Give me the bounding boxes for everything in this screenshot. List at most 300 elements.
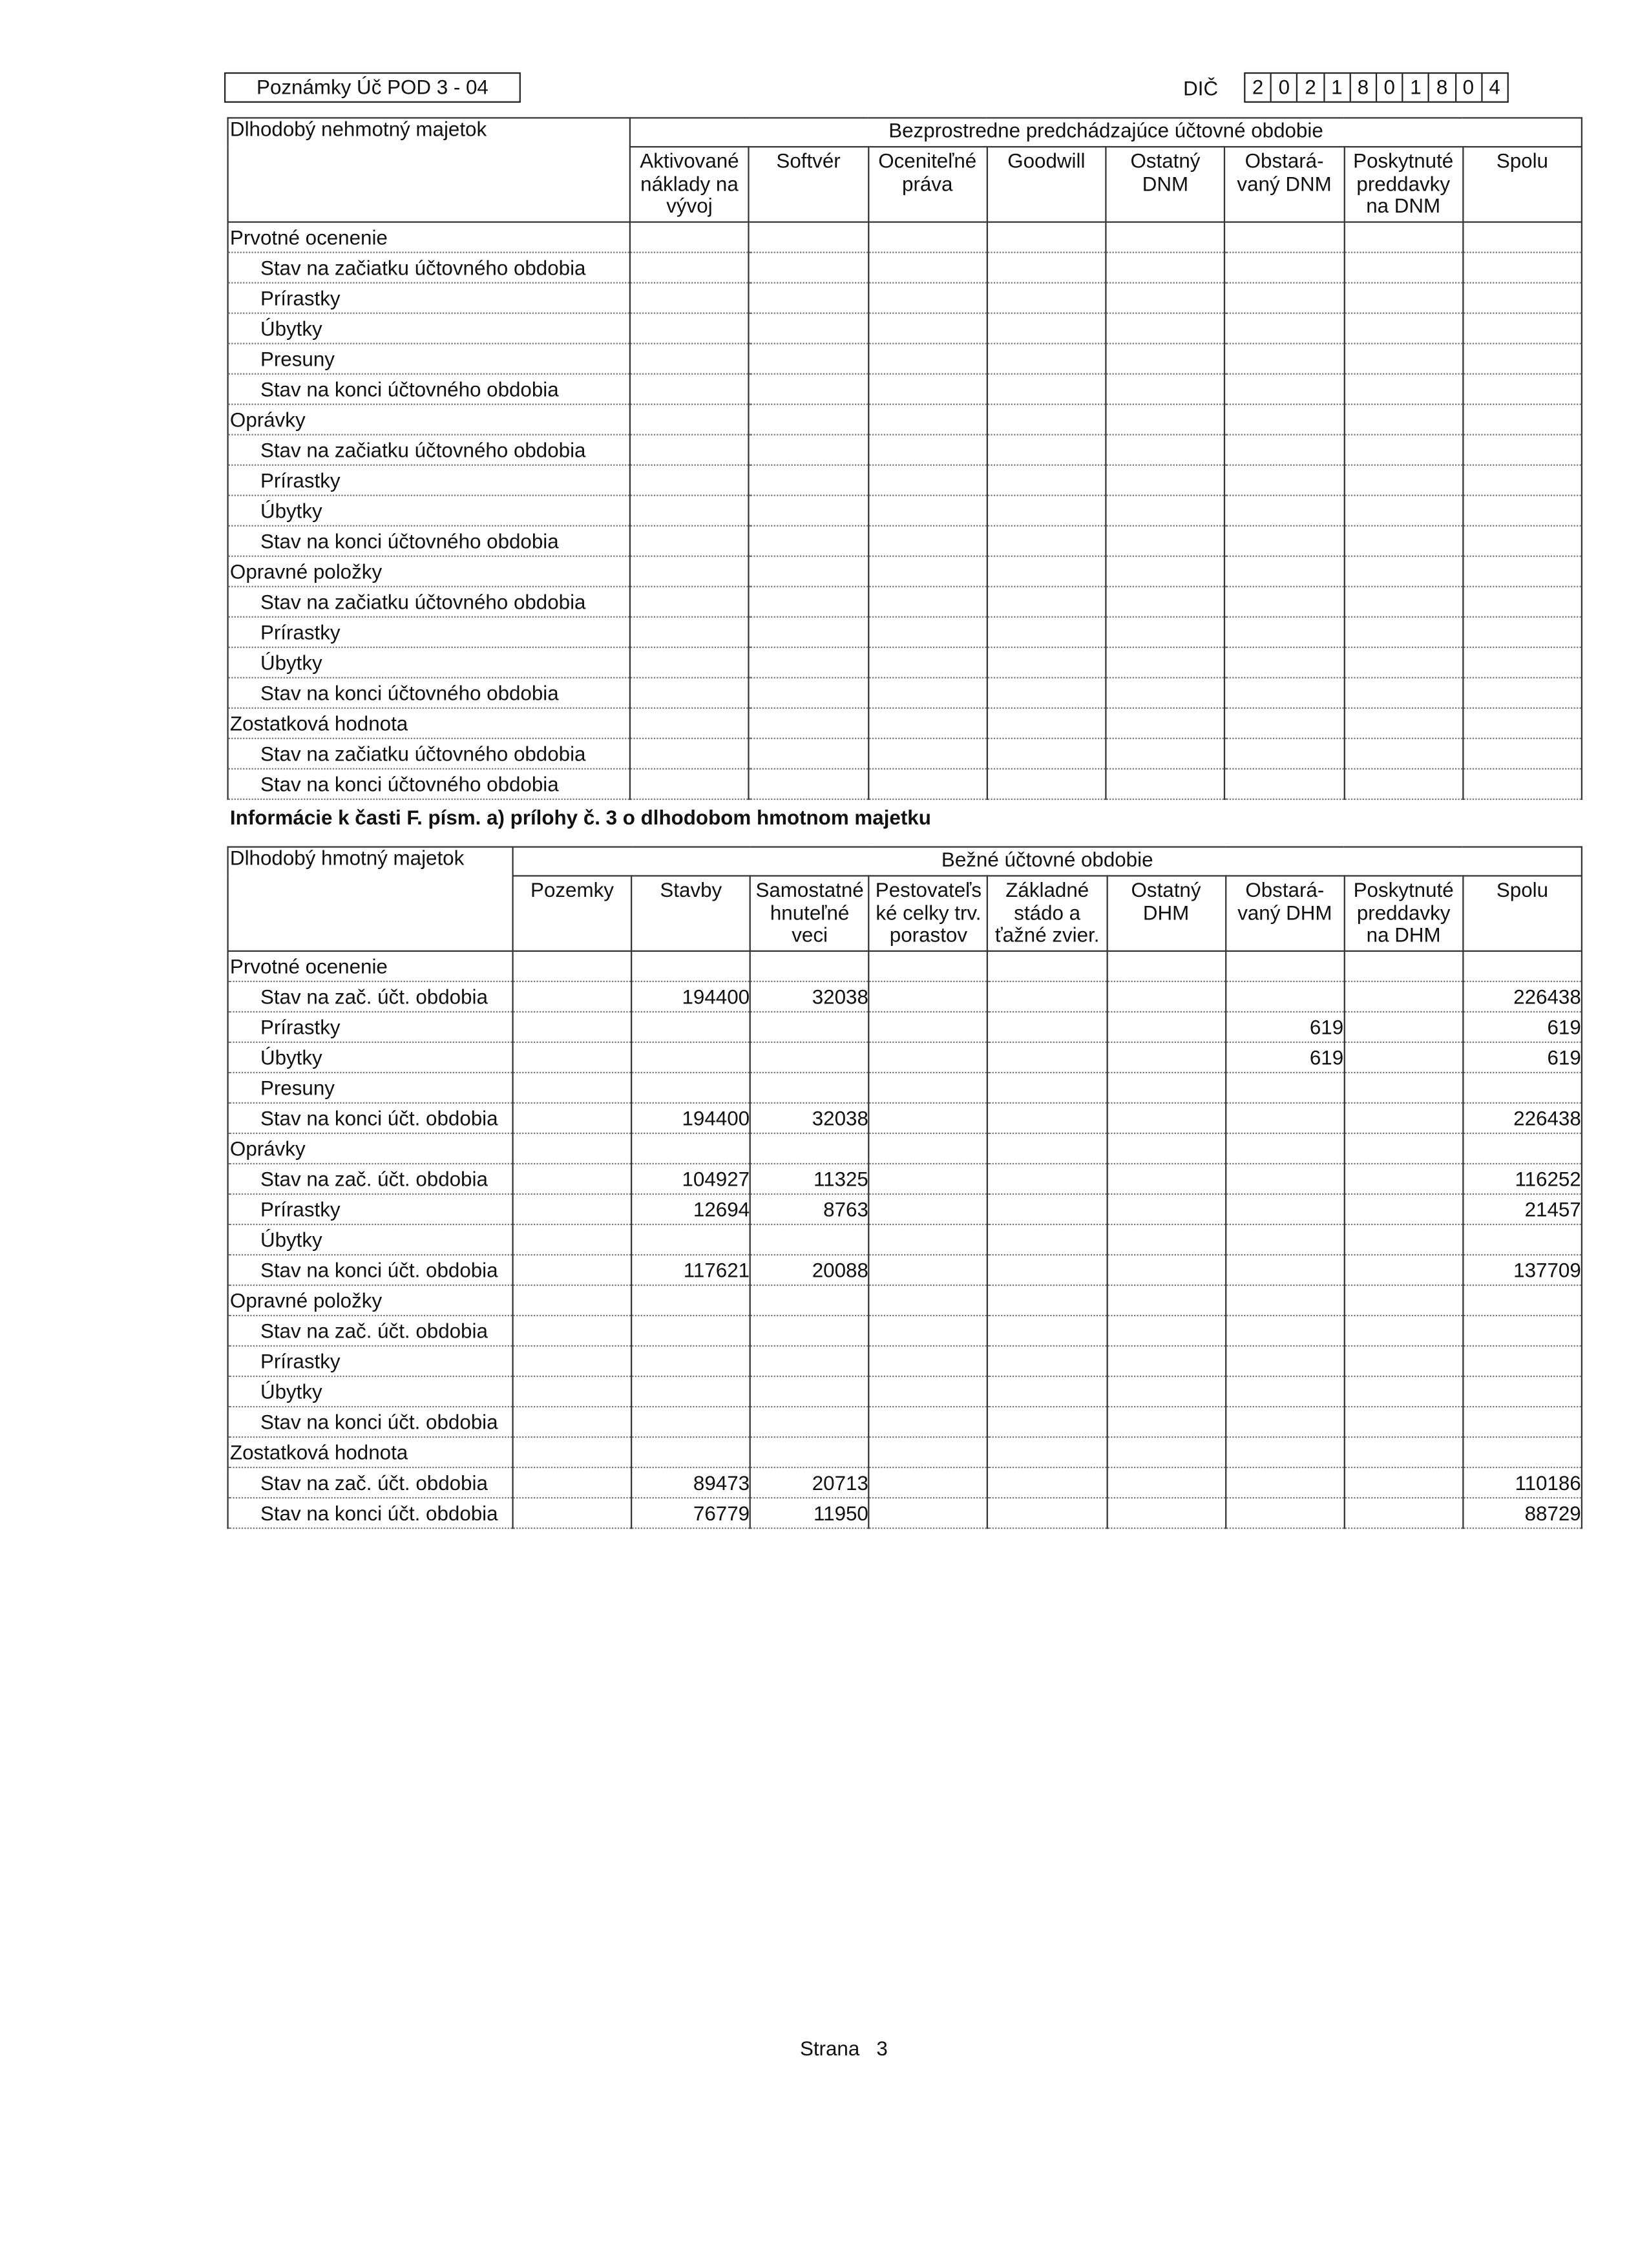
row-label: Stav na konci účt. obdobia: [228, 1498, 513, 1528]
column-header: Ostatný DHM: [1107, 876, 1226, 950]
cell: [1225, 587, 1344, 617]
dic-digit: 8: [1350, 74, 1377, 101]
row-label: Prírastky: [228, 617, 630, 647]
cell: [750, 1224, 869, 1255]
cell: [868, 647, 987, 678]
cell: [868, 769, 987, 799]
row-label: Prírastky: [228, 465, 630, 496]
column-header: Spolu: [1463, 147, 1582, 222]
cell: [630, 344, 749, 374]
cell: [987, 222, 1106, 253]
cell: [1463, 253, 1582, 283]
section-heading: Informácie k časti F. písm. a) prílohy č. 3 o dlhodobom hmotnom majetku: [229, 805, 931, 829]
column-header: Aktivované náklady na vývoj: [630, 147, 749, 222]
cell: [1106, 739, 1224, 769]
cell: [1106, 617, 1224, 647]
cell: [1344, 769, 1463, 799]
row-label: Stav na konci účtovného obdobia: [228, 526, 630, 556]
dic-label: DIČ: [1183, 76, 1219, 100]
cell: [1225, 1073, 1344, 1103]
cell: [987, 739, 1106, 769]
cell: [1225, 1316, 1344, 1346]
cell: [1225, 344, 1344, 374]
cell: 8763: [750, 1194, 869, 1224]
cell: [1107, 1073, 1226, 1103]
cell: [513, 1467, 632, 1498]
table-row: [228, 1316, 1582, 1346]
cell: [1107, 1346, 1226, 1376]
column-header: Softvér: [749, 147, 868, 222]
table-row: [228, 374, 1582, 404]
cell: [1344, 1042, 1463, 1073]
cell: [749, 678, 868, 708]
column-header: Goodwill: [987, 147, 1106, 222]
cell: [1225, 1407, 1344, 1437]
cell: [749, 313, 868, 344]
cell: [987, 526, 1106, 556]
cell: [1463, 647, 1582, 678]
cell: [1225, 769, 1344, 799]
cell: [749, 374, 868, 404]
cell: [749, 435, 868, 465]
cell: [1225, 404, 1344, 435]
cell: [987, 769, 1106, 799]
cell: [749, 708, 868, 739]
cell: [869, 1437, 988, 1467]
cell: [987, 465, 1106, 496]
table-row: [228, 951, 1582, 982]
cell: [749, 253, 868, 283]
table-row: [228, 1133, 1582, 1164]
cell: [630, 253, 749, 283]
table-row: [228, 1407, 1582, 1437]
cell: [1106, 435, 1224, 465]
table-row: [228, 1467, 1582, 1498]
cell: [513, 1133, 632, 1164]
cell: [1463, 739, 1582, 769]
cell: [987, 647, 1106, 678]
cell: 226438: [1463, 1103, 1582, 1133]
table-title: Dlhodobý hmotný majetok: [228, 847, 513, 951]
row-label: Stav na začiatku účtovného obdobia: [228, 739, 630, 769]
cell: [749, 404, 868, 435]
cell: 11950: [750, 1498, 869, 1528]
cell: [749, 344, 868, 374]
cell: [1344, 526, 1463, 556]
cell: [630, 769, 749, 799]
cell: [1106, 647, 1224, 678]
cell: [1344, 435, 1463, 465]
period-header: Bežné účtovné obdobie: [513, 847, 1582, 876]
cell: 32038: [750, 982, 869, 1012]
cell: [868, 253, 987, 283]
cell: [869, 1164, 988, 1194]
cell: [750, 1285, 869, 1316]
cell: [1225, 526, 1344, 556]
cell: [987, 708, 1106, 739]
cell: [1225, 1498, 1344, 1528]
cell: [630, 678, 749, 708]
cell: [868, 708, 987, 739]
cell: [1225, 982, 1344, 1012]
row-label: Stav na začiatku účtovného obdobia: [228, 587, 630, 617]
cell: [1344, 1346, 1463, 1376]
cell: [513, 1498, 632, 1528]
cell: [1225, 1255, 1344, 1285]
cell: [988, 1498, 1107, 1528]
cell: [1106, 769, 1224, 799]
cell: [987, 374, 1106, 404]
row-label: Opravné položky: [228, 556, 630, 587]
cell: [987, 344, 1106, 374]
cell: [987, 253, 1106, 283]
cell: [631, 1133, 750, 1164]
row-label: Zostatková hodnota: [228, 708, 630, 739]
cell: [513, 1194, 632, 1224]
column-header: Obstará- vaný DNM: [1225, 147, 1344, 222]
table-row: [228, 678, 1582, 708]
cell: 117621: [631, 1255, 750, 1285]
cell: [869, 1012, 988, 1042]
cell: [1463, 222, 1582, 253]
row-label: Stav na konci účtovného obdobia: [228, 769, 630, 799]
cell: [1463, 1437, 1582, 1467]
cell: [868, 587, 987, 617]
cell: [1106, 678, 1224, 708]
cell: [1463, 283, 1582, 313]
cell: [1463, 465, 1582, 496]
row-label: Stav na zač. účt. obdobia: [228, 1164, 513, 1194]
dic-digit: 8: [1429, 74, 1456, 101]
cell: [869, 1498, 988, 1528]
cell: [987, 587, 1106, 617]
table-row: [228, 283, 1582, 313]
cell: [513, 1407, 632, 1437]
cell: [1463, 1133, 1582, 1164]
cell: [631, 1224, 750, 1255]
cell: [1107, 1224, 1226, 1255]
cell: [630, 556, 749, 587]
cell: [1225, 678, 1344, 708]
cell: [1107, 982, 1226, 1012]
cell: [869, 1255, 988, 1285]
cell: [750, 1437, 869, 1467]
cell: [1344, 496, 1463, 526]
page-number: 3: [876, 2036, 888, 2060]
cell: [988, 1346, 1107, 1376]
cell: [869, 1316, 988, 1346]
row-label: Prírastky: [228, 283, 630, 313]
cell: [631, 1073, 750, 1103]
table-row: [228, 222, 1582, 253]
cell: [1463, 587, 1582, 617]
dic-digit: 0: [1377, 74, 1403, 101]
cell: [868, 344, 987, 374]
table-row: [228, 496, 1582, 526]
cell: 226438: [1463, 982, 1582, 1012]
form-id-box: Poznámky Úč POD 3 - 04: [224, 72, 521, 103]
row-label: Úbytky: [228, 1376, 513, 1407]
cell: [1463, 617, 1582, 647]
cell: [1106, 587, 1224, 617]
row-label: Prírastky: [228, 1012, 513, 1042]
table-row: [228, 1164, 1582, 1194]
cell: [1344, 1194, 1463, 1224]
cell: 20713: [750, 1467, 869, 1498]
cell: 619: [1463, 1012, 1582, 1042]
cell: [1463, 708, 1582, 739]
cell: [1225, 374, 1344, 404]
cell: [749, 587, 868, 617]
page-footer: [800, 2037, 888, 2060]
cell: [1225, 222, 1344, 253]
cell: [749, 283, 868, 313]
cell: [1107, 1285, 1226, 1316]
cell: [868, 222, 987, 253]
cell: [869, 1285, 988, 1316]
row-label: Stav na konci účtovného obdobia: [228, 374, 630, 404]
cell: [1107, 1103, 1226, 1133]
cell: [868, 404, 987, 435]
cell: [869, 1467, 988, 1498]
cell: [1225, 313, 1344, 344]
cell: [513, 951, 632, 982]
cell: 88729: [1463, 1498, 1582, 1528]
row-label: Prvotné ocenenie: [228, 222, 630, 253]
row-label: Stav na konci účt. obdobia: [228, 1407, 513, 1437]
cell: [1344, 283, 1463, 313]
column-header: Základné stádo a ťažné zvier.: [988, 876, 1107, 950]
table-row: [228, 1346, 1582, 1376]
cell: [1344, 1498, 1463, 1528]
cell: [1344, 1164, 1463, 1194]
cell: 20088: [750, 1255, 869, 1285]
cell: [869, 1407, 988, 1437]
cell: [987, 435, 1106, 465]
cell: [1344, 587, 1463, 617]
cell: [1225, 1103, 1344, 1133]
cell: [513, 982, 632, 1012]
row-label: Stav na začiatku účtovného obdobia: [228, 435, 630, 465]
cell: 89473: [631, 1467, 750, 1498]
table-row: [228, 344, 1582, 374]
cell: 76779: [631, 1498, 750, 1528]
cell: [868, 739, 987, 769]
table-row: [228, 526, 1582, 556]
cell: [1225, 556, 1344, 587]
cell: [750, 1407, 869, 1437]
cell: [1344, 1467, 1463, 1498]
cell: [988, 1467, 1107, 1498]
table-row: [228, 1042, 1582, 1073]
table-row: [228, 1224, 1582, 1255]
cell: [513, 1012, 632, 1042]
cell: [1106, 708, 1224, 739]
cell: [1225, 617, 1344, 647]
dic-digit-boxes: [1244, 72, 1508, 103]
cell: [630, 404, 749, 435]
cell: [1107, 1316, 1226, 1346]
column-header: Stavby: [631, 876, 750, 950]
cell: [1463, 496, 1582, 526]
cell: [1225, 253, 1344, 283]
cell: [1106, 404, 1224, 435]
cell: [1106, 374, 1224, 404]
cell: [869, 1133, 988, 1164]
dic-digit: 1: [1403, 74, 1430, 101]
cell: [1344, 1376, 1463, 1407]
cell: [868, 678, 987, 708]
cell: [868, 283, 987, 313]
cell: [1344, 982, 1463, 1012]
cell: [1344, 678, 1463, 708]
cell: [1344, 1224, 1463, 1255]
row-label: Prírastky: [228, 1194, 513, 1224]
cell: [1225, 283, 1344, 313]
row-label: Stav na zač. účt. obdobia: [228, 982, 513, 1012]
cell: [630, 739, 749, 769]
cell: [869, 1224, 988, 1255]
cell: [988, 1194, 1107, 1224]
cell: [630, 222, 749, 253]
cell: [988, 982, 1107, 1012]
row-label: Stav na konci účtovného obdobia: [228, 678, 630, 708]
table-row: [228, 465, 1582, 496]
row-label: Stav na konci účt. obdobia: [228, 1103, 513, 1133]
cell: [869, 1346, 988, 1376]
row-label: Úbytky: [228, 1224, 513, 1255]
cell: [1463, 404, 1582, 435]
cell: [1344, 739, 1463, 769]
cell: [631, 1042, 750, 1073]
cell: [1463, 556, 1582, 587]
cell: [1344, 1255, 1463, 1285]
cell: [1463, 1285, 1582, 1316]
cell: [1344, 404, 1463, 435]
cell: [1344, 222, 1463, 253]
cell: [513, 1224, 632, 1255]
cell: 11325: [750, 1164, 869, 1194]
cell: [988, 1285, 1107, 1316]
column-header: Poskytnuté preddavky na DHM: [1344, 876, 1463, 950]
cell: [988, 1164, 1107, 1194]
table-row: [228, 556, 1582, 587]
cell: [1344, 1316, 1463, 1346]
cell: [513, 1103, 632, 1133]
cell: [987, 313, 1106, 344]
cell: [1344, 556, 1463, 587]
cell: [869, 1194, 988, 1224]
row-label: Stav na zač. účt. obdobia: [228, 1467, 513, 1498]
cell: [631, 1437, 750, 1467]
table-row: [228, 1437, 1582, 1467]
row-label: Úbytky: [228, 1042, 513, 1073]
cell: [1225, 1133, 1344, 1164]
cell: [1106, 556, 1224, 587]
cell: [750, 1376, 869, 1407]
cell: [1107, 1012, 1226, 1042]
row-label: Úbytky: [228, 313, 630, 344]
cell: [1463, 344, 1582, 374]
row-label: Presuny: [228, 1073, 513, 1103]
cell: 116252: [1463, 1164, 1582, 1194]
cell: [1225, 708, 1344, 739]
cell: [1225, 465, 1344, 496]
cell: [1344, 708, 1463, 739]
table-row: [228, 1255, 1582, 1285]
cell: [988, 1407, 1107, 1437]
row-label: Zostatková hodnota: [228, 1437, 513, 1467]
table-row: [228, 1285, 1582, 1316]
cell: [988, 1437, 1107, 1467]
cell: [631, 1285, 750, 1316]
cell: 619: [1225, 1012, 1344, 1042]
cell: [1225, 1467, 1344, 1498]
cell: [868, 313, 987, 344]
column-header: Oceniteľné práva: [868, 147, 987, 222]
cell: [1463, 1224, 1582, 1255]
cell: [513, 1346, 632, 1376]
row-label: Oprávky: [228, 404, 630, 435]
cell: [987, 678, 1106, 708]
cell: [513, 1285, 632, 1316]
header-row: [228, 847, 1582, 876]
cell: [1106, 313, 1224, 344]
table-row: [228, 739, 1582, 769]
cell: [1106, 496, 1224, 526]
cell: [987, 556, 1106, 587]
column-header: Pozemky: [513, 876, 632, 950]
cell: [513, 1042, 632, 1073]
row-label: Úbytky: [228, 647, 630, 678]
cell: [630, 526, 749, 556]
cell: [1344, 1407, 1463, 1437]
cell: [1463, 1073, 1582, 1103]
cell: [1107, 1042, 1226, 1073]
cell: [1344, 1133, 1463, 1164]
cell: [1107, 951, 1226, 982]
table-row: [228, 647, 1582, 678]
cell: [1106, 526, 1224, 556]
cell: 194400: [631, 982, 750, 1012]
cell: 619: [1463, 1042, 1582, 1073]
table-row: [228, 708, 1582, 739]
dic-digit: 4: [1489, 75, 1500, 99]
cell: [1225, 1437, 1344, 1467]
cell: 104927: [631, 1164, 750, 1194]
cell: 619: [1225, 1042, 1344, 1073]
table-row: [228, 1376, 1582, 1407]
cell: [1225, 1164, 1344, 1194]
cell: [869, 1103, 988, 1133]
table-title: Dlhodobý nehmotný majetok: [228, 118, 630, 222]
cell: [749, 465, 868, 496]
cell: [1225, 1194, 1344, 1224]
cell: [1106, 253, 1224, 283]
dic-digit: 1: [1325, 74, 1351, 101]
cell: [749, 526, 868, 556]
cell: [1107, 1467, 1226, 1498]
cell: [869, 1376, 988, 1407]
cell: [630, 435, 749, 465]
cell: [1344, 951, 1463, 982]
table-row: [228, 404, 1582, 435]
cell: [1463, 678, 1582, 708]
cell: [1225, 951, 1344, 982]
cell: [868, 556, 987, 587]
cell: [869, 1042, 988, 1073]
cell: [513, 1073, 632, 1103]
